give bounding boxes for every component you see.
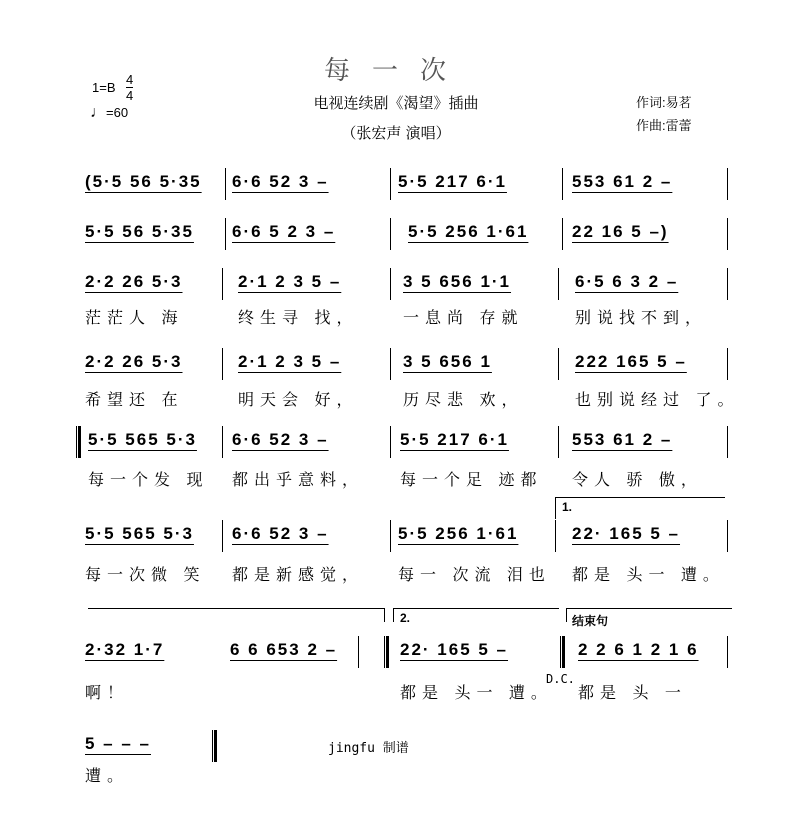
measure: (5·5 56 5·35 (85, 172, 202, 191)
bar-line (558, 348, 559, 380)
measure: 2·1 2 3 5 – (238, 352, 342, 371)
lyric: 令人 骄 傲， (572, 472, 703, 489)
bar-line (558, 268, 559, 300)
measure: 553 61 2 – (572, 430, 673, 449)
tempo-value: =60 (106, 105, 129, 120)
arranger-credit: jingfu 制谱 (328, 741, 409, 756)
bar-line (225, 218, 226, 250)
double-bar-line (384, 636, 389, 668)
lyric: 一息尚 存就 (403, 310, 524, 327)
lyricist: 作词:易茗 (636, 95, 692, 110)
bar-line (555, 520, 556, 552)
double-bar-line (560, 636, 565, 668)
bar-line (727, 218, 728, 250)
key-signature: 1=B (92, 80, 116, 95)
bar-line (390, 218, 391, 250)
bar-line (358, 636, 359, 668)
lyric: 都是新感觉， (232, 567, 365, 584)
measure: 5·5 217 6·1 (400, 430, 509, 449)
measure: 2 2 6 1 2 1 6 (578, 640, 699, 659)
measure: 6·5 6 3 2 – (575, 272, 679, 291)
measure: 5·5 217 6·1 (398, 172, 507, 191)
measure: 6·6 5 2 3 – (232, 222, 336, 241)
volta-2: 2. (400, 611, 411, 625)
lyric: 茫茫人 海 (85, 310, 184, 327)
bar-line (727, 520, 728, 552)
bar-line (390, 426, 391, 458)
measure: 553 61 2 – (572, 172, 673, 191)
double-bar-line (212, 730, 217, 762)
bar-line (390, 520, 391, 552)
bar-line (727, 348, 728, 380)
bar-line (390, 268, 391, 300)
lyric: 都是 头一 遭。 (400, 685, 553, 702)
volta-1: 1. (562, 500, 573, 514)
bar-line (390, 348, 391, 380)
bar-line (727, 636, 728, 668)
measure: 5·5 56 5·35 (85, 222, 194, 241)
measure: 5 – – – (85, 734, 151, 753)
measure: 222 165 5 – (575, 352, 687, 371)
measure: 5·5 256 1·61 (398, 524, 519, 543)
composer: 作曲:雷蕾 (636, 118, 692, 133)
measure: 5·5 256 1·61 (408, 222, 529, 241)
subtitle: 电视连续剧《渴望》插曲 (313, 95, 479, 112)
lyric: 每一个发 现 (88, 472, 209, 489)
lyric: 每一次微 笑 (85, 567, 206, 584)
bar-line (562, 218, 563, 250)
measure: 3 5 656 1·1 (403, 272, 512, 291)
measure: 5·5 565 5·3 (85, 524, 194, 543)
bar-line (727, 168, 728, 200)
lyric: 都出乎意料， (232, 472, 365, 489)
measure: 6·6 52 3 – (232, 524, 329, 543)
double-bar-line (76, 426, 81, 458)
time-bottom: 4 (126, 88, 134, 103)
lyric: 也别说经过 了。 (575, 392, 740, 409)
bar-line (225, 168, 226, 200)
measure: 22 16 5 –) (572, 222, 669, 241)
measure: 5·5 565 5·3 (88, 430, 197, 449)
quarter-note-icon: ♩ (90, 104, 106, 121)
ending-label: 结束句 (572, 614, 609, 628)
lyric: 每一 次流 泪也 (398, 567, 551, 584)
lyric: 每一个足 迹都 (400, 472, 543, 489)
measure: 2·1 2 3 5 – (238, 272, 342, 291)
measure: 6·6 52 3 – (232, 172, 329, 191)
measure: 2·2 26 5·3 (85, 352, 183, 371)
lyric: 历尽悲 欢， (403, 392, 524, 409)
lyric: 希望还 在 (85, 392, 184, 409)
measure: 6 6 653 2 – (230, 640, 338, 659)
lyric: 遭。 (85, 768, 130, 785)
measure: 22· 165 5 – (400, 640, 509, 659)
measure: 6·6 52 3 – (232, 430, 329, 449)
bar-line (727, 426, 728, 458)
measure: 2·32 1·7 (85, 640, 165, 659)
singer: （张宏声 演唱） (341, 125, 451, 142)
lyric: 别说找不到， (575, 310, 708, 327)
bar-line (562, 168, 563, 200)
song-title: 每一次 (323, 56, 468, 86)
lyric: 终生寻 找， (238, 310, 359, 327)
bar-line (727, 268, 728, 300)
dc-mark: D.C. (546, 672, 575, 686)
bar-line (558, 426, 559, 458)
lyric: 都是 头 一 (578, 685, 687, 702)
bar-line (222, 426, 223, 458)
bar-line (390, 168, 391, 200)
time-signature (126, 72, 133, 103)
bar-line (222, 268, 223, 300)
measure: 3 5 656 1 (403, 352, 492, 371)
bar-line (222, 348, 223, 380)
time-top: 4 (126, 72, 134, 87)
measure: 22· 165 5 – (572, 524, 681, 543)
measure: 2·2 26 5·3 (85, 272, 183, 291)
bar-line (222, 520, 223, 552)
lyric: 啊！ (85, 685, 130, 702)
lyric: 都是 头一 遭。 (572, 567, 725, 584)
lyric: 明天会 好， (238, 392, 359, 409)
tempo (90, 104, 128, 122)
